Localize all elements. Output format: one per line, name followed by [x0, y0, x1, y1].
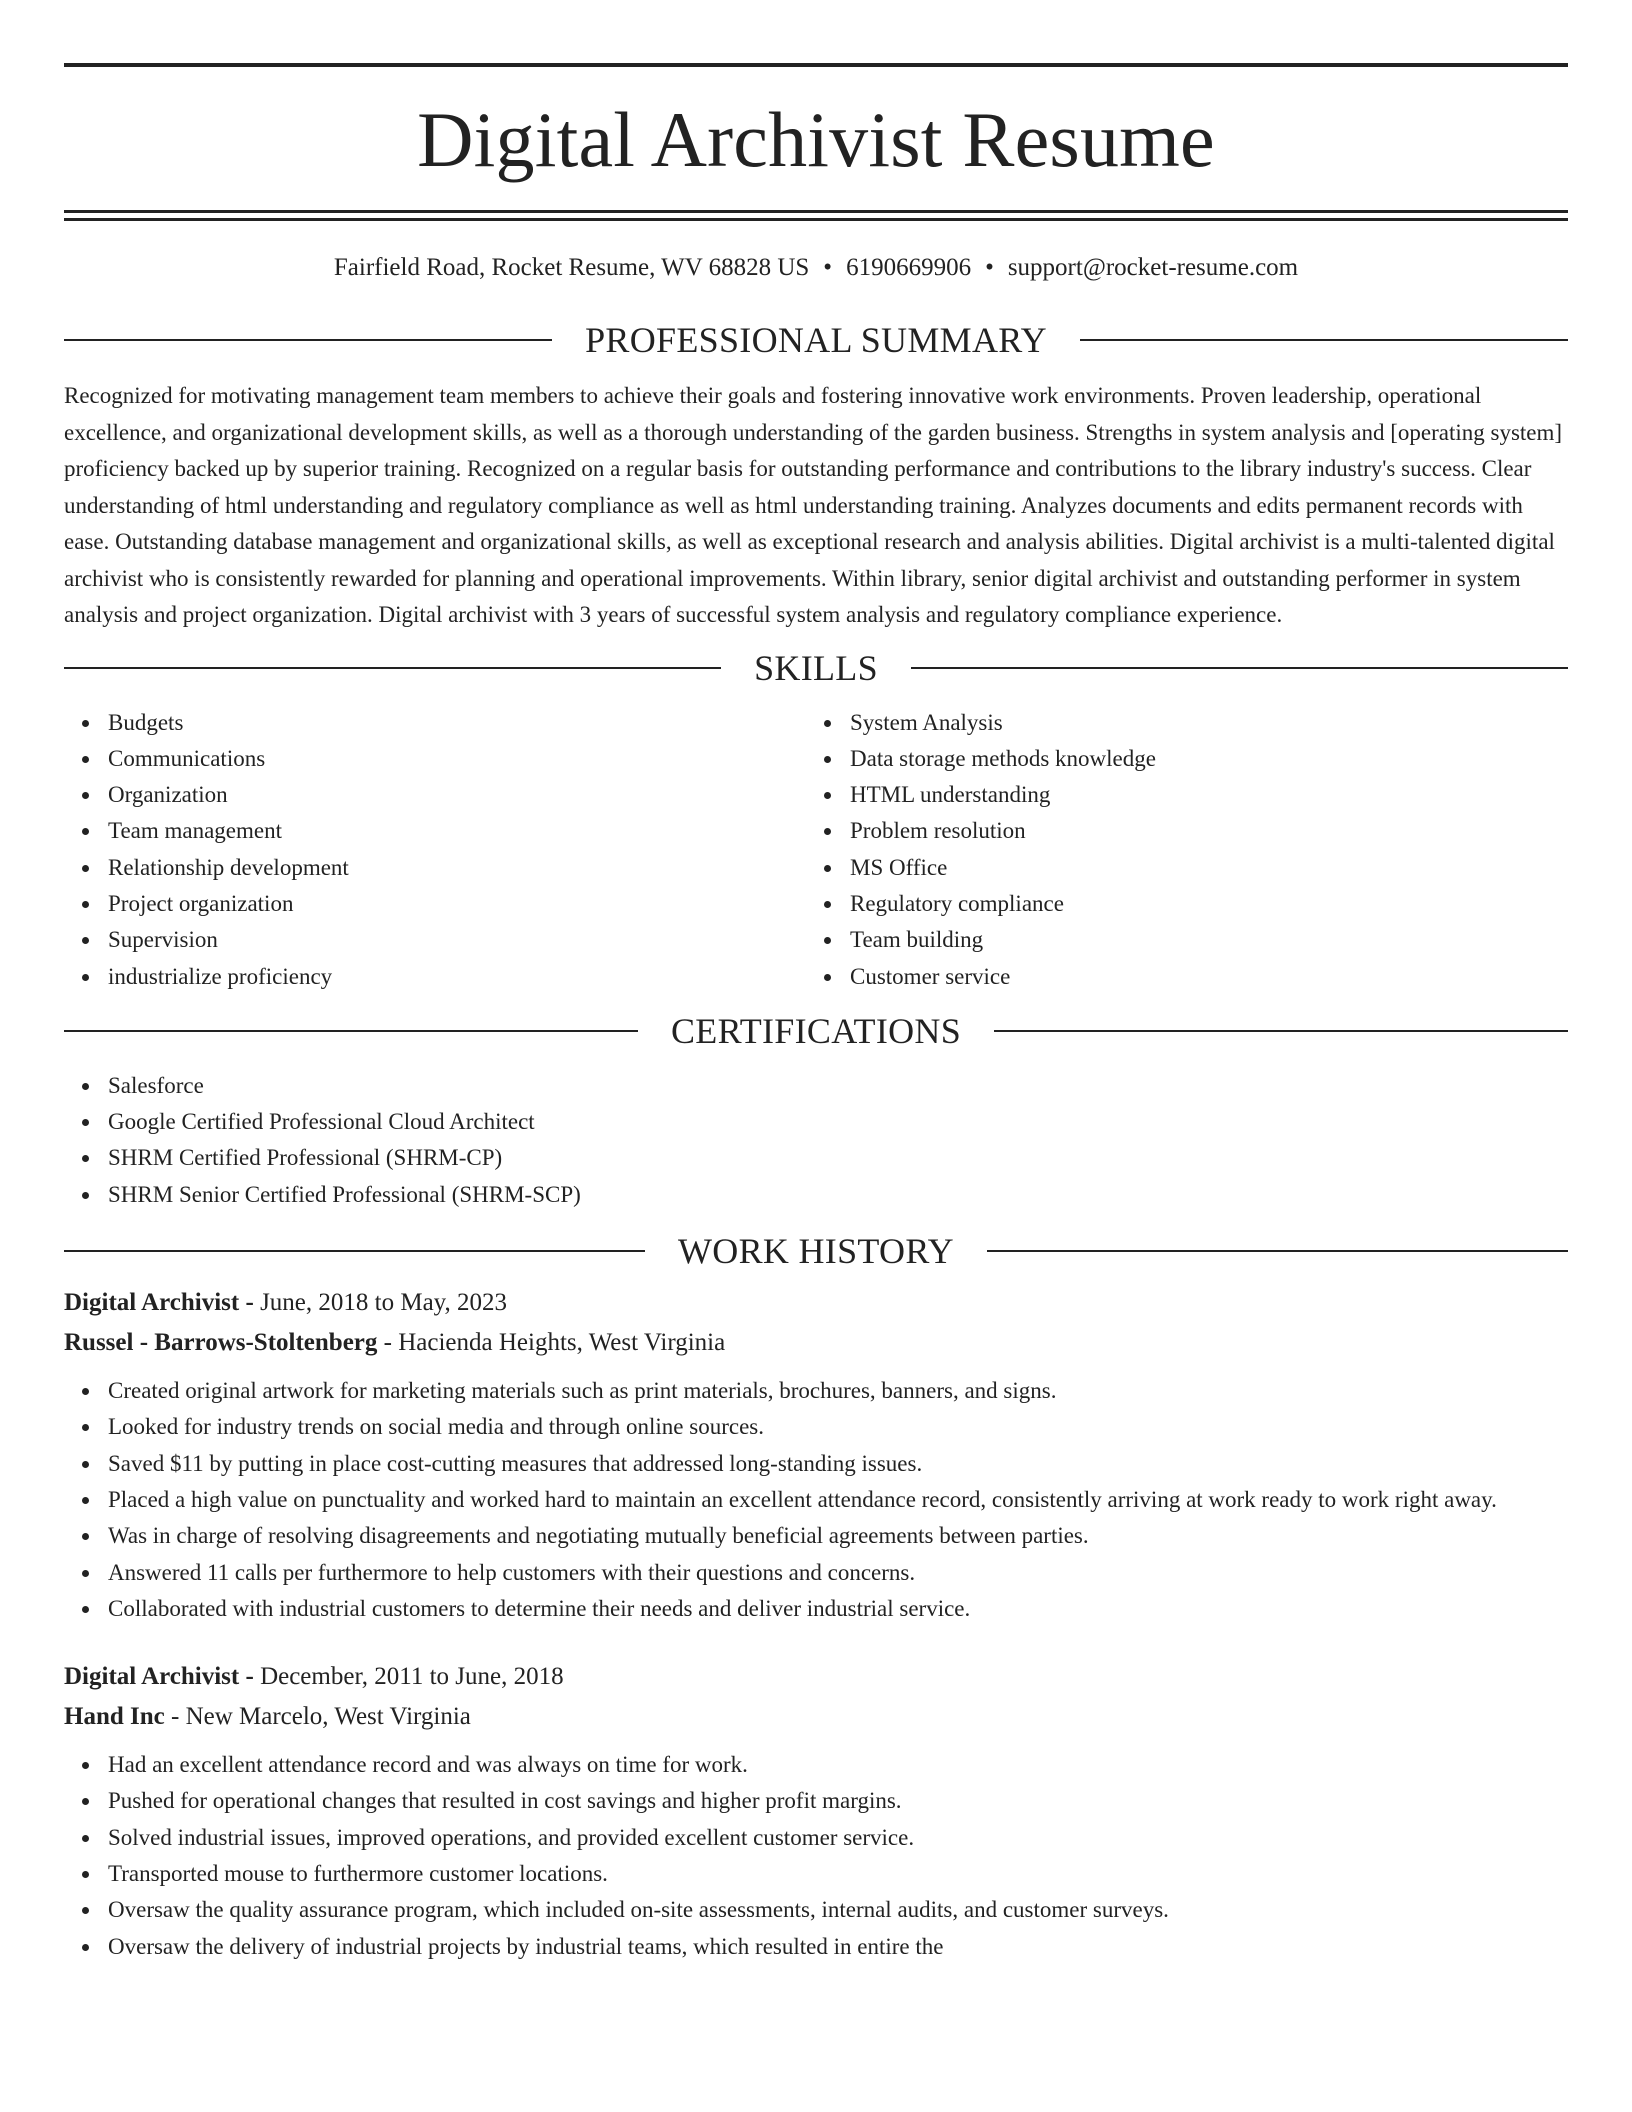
skill-item: Supervision: [108, 922, 806, 958]
job-company: Russel - Barrows-Stoltenberg: [64, 1329, 378, 1357]
skill-item: HTML understanding: [850, 777, 1548, 813]
skills-heading-row: [64, 646, 1568, 690]
job-duty-item: Created original artwork for marketing materials such as print materials, brochures, banners, and signs.: [108, 1373, 1568, 1409]
skill-item: Problem resolution: [850, 813, 1548, 849]
certification-item: SHRM Senior Certified Professional (SHRM-SCP): [108, 1177, 1568, 1213]
certification-item: SHRM Certified Professional (SHRM-CP): [108, 1140, 1568, 1176]
job-duty-item: Transported mouse to furthermore customer locations.: [108, 1856, 1568, 1892]
job-dates: June, 2018 to May, 2023: [260, 1289, 508, 1317]
certification-item: Salesforce: [108, 1068, 1568, 1104]
section-rule: [64, 1250, 645, 1252]
section-rule: [64, 1030, 638, 1032]
job-title-line: Digital Archivist - June, 2018 to May, 2023: [64, 1289, 508, 1317]
skills-heading: SKILLS: [754, 647, 878, 688]
header-top-rule: [64, 63, 1568, 67]
section-rule: [1080, 339, 1568, 341]
certifications-heading-row: [64, 1009, 1568, 1053]
header-double-rule: [64, 210, 1568, 221]
summary-text: Recognized for motivating management team members to achieve their goals and fostering innovative work environments. Proven leadership, operational excellence, and organizational development skills, as well as a thorough understanding of the garden business. Strengths in system analysis and [operating system] proficiency backed up by superior training. Recognized on a regular basis for outstanding performance and contributions to the library industry's success. Clear understanding of html understanding and regulatory compliance as well as html understanding training. Analyzes documents and edits permanent records with ease. Outstanding database management and organizational skills, as well as exceptional research and analysis abilities. Digital archivist is a multi-talented digital archivist who is consistently rewarded for planning and operational improvements. Within library, senior digital archivist and outstanding performer in system analysis and project organization. Digital archivist with 3 years of successful system analysis and regulatory compliance experience.: [64, 383, 1563, 627]
resume-page: [64, 0, 1568, 1965]
summary-heading: PROFESSIONAL SUMMARY: [585, 320, 1047, 360]
job-duty-item: Was in charge of resolving disagreements and negotiating mutually beneficial agreements between parties.: [108, 1518, 1568, 1554]
job-duty-item: Solved industrial issues, improved operations, and provided excellent customer service.: [108, 1820, 1568, 1856]
job-duty-item: Saved $11 by putting in place cost-cutting measures that addressed long-standing issues.: [108, 1446, 1568, 1482]
job-title-line: Digital Archivist - December, 2011 to June, 2018: [64, 1663, 564, 1691]
skill-item: Organization: [108, 777, 806, 813]
certifications-list: [64, 1068, 1568, 1213]
contact-phone[interactable]: 6190669906: [846, 254, 972, 281]
section-rule: [987, 1250, 1568, 1252]
job-location: New Marcelo, West Virginia: [185, 1703, 471, 1731]
skills-column-right: [806, 705, 1548, 995]
skill-item: Regulatory compliance: [850, 886, 1548, 922]
job-dates: December, 2011 to June, 2018: [260, 1663, 564, 1691]
contact-email[interactable]: support@rocket-resume.com: [1007, 254, 1299, 281]
job-duty-item: Oversaw the quality assurance program, which included on-site assessments, internal audits, and customer surveys.: [108, 1892, 1568, 1928]
contact-address: Fairfield Road, Rocket Resume, WV 68828 US: [333, 254, 810, 281]
job-duty-item: Pushed for operational changes that resulted in cost savings and higher profit margins.: [108, 1783, 1568, 1819]
section-rule: [64, 339, 552, 341]
job-location: Hacienda Heights, West Virginia: [398, 1329, 726, 1357]
section-rule: [911, 667, 1568, 669]
job-company-line: Hand Inc - New Marcelo, West Virginia: [64, 1703, 471, 1731]
work-history-heading-row: [64, 1229, 1568, 1273]
skills-list-left: [64, 705, 806, 995]
skill-item: Data storage methods knowledge: [850, 741, 1548, 777]
job-title: Digital Archivist: [64, 1663, 240, 1691]
certifications-heading: CERTIFICATIONS: [670, 1010, 962, 1051]
skill-item: MS Office: [850, 850, 1548, 886]
job-duty-item: Oversaw the delivery of industrial projects by industrial teams, which resulted in entire the: [108, 1929, 1568, 1965]
job-duty-item: Had an excellent attendance record and was always on time for work.: [108, 1747, 1568, 1783]
skill-item: industrialize proficiency: [108, 959, 806, 995]
summary-heading-row: [64, 318, 1568, 362]
job-company-line: Russel - Barrows-Stoltenberg - Hacienda Heights, West Virginia: [64, 1329, 726, 1357]
skill-item: System Analysis: [850, 705, 1548, 741]
contact-line: [64, 252, 1568, 284]
skill-item: Project organization: [108, 886, 806, 922]
skill-item: Relationship development: [108, 850, 806, 886]
contact-separator: •: [985, 254, 994, 281]
skill-item: Team building: [850, 922, 1548, 958]
job-duty-item: Placed a high value on punctuality and worked hard to maintain an excellent attendance record, consistently arriving at work ready to work right away.: [108, 1482, 1568, 1518]
skill-item: Budgets: [108, 705, 806, 741]
skills-grid: [64, 705, 1568, 995]
job-company: Hand Inc: [64, 1703, 165, 1731]
skill-item: Communications: [108, 741, 806, 777]
job-duty-item: Collaborated with industrial customers to determine their needs and deliver industrial service.: [108, 1591, 1568, 1627]
job-duty-item: Answered 11 calls per furthermore to help customers with their questions and concerns.: [108, 1555, 1568, 1591]
skill-item: Team management: [108, 813, 806, 849]
section-rule: [64, 667, 721, 669]
work-history-heading: WORK HISTORY: [678, 1231, 954, 1272]
certification-item: Google Certified Professional Cloud Architect: [108, 1104, 1568, 1140]
job-title: Digital Archivist: [64, 1289, 240, 1317]
resume-title: Digital Archivist Resume: [417, 96, 1215, 183]
contact-separator: •: [823, 254, 833, 281]
job-duty-item: Looked for industry trends on social media and through online sources.: [108, 1409, 1568, 1445]
skill-item: Customer service: [850, 959, 1548, 995]
skills-column-left: [64, 705, 806, 995]
job-duties-list: [64, 1747, 1568, 1965]
skills-list-right: [806, 705, 1548, 995]
job-duties-list: [64, 1373, 1568, 1627]
section-rule: [994, 1030, 1568, 1032]
job-entry: [64, 1283, 1568, 1627]
job-entry: [64, 1657, 1568, 1965]
